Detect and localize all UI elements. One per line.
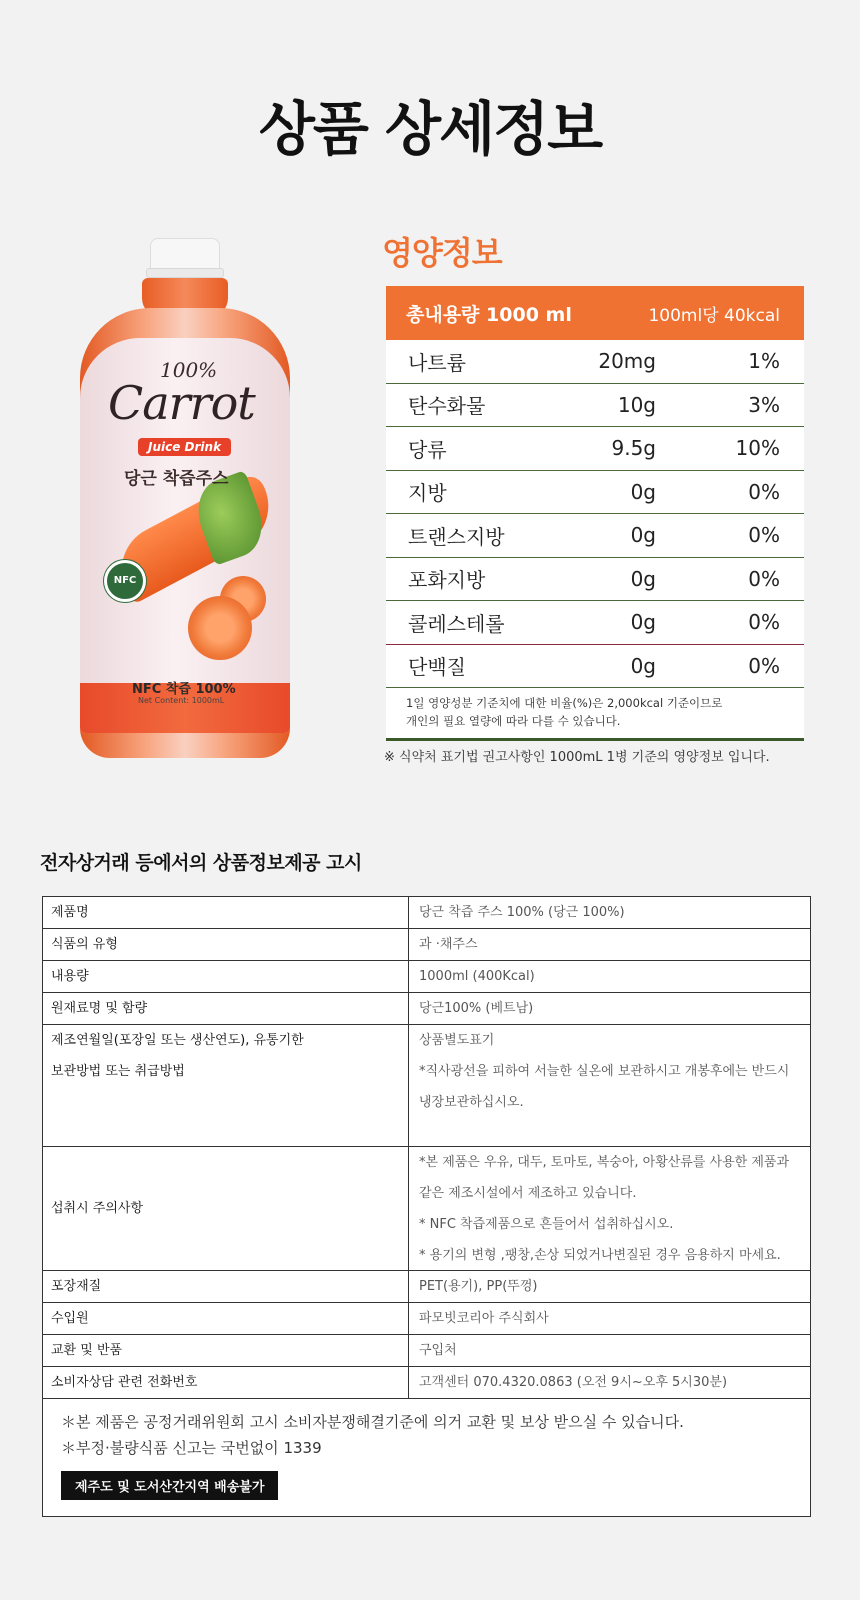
notice-footer xyxy=(43,1399,810,1516)
nutrition-amount: 20mg xyxy=(598,349,656,374)
notice-key: 포장재질 xyxy=(43,1271,409,1302)
nutrition-row xyxy=(386,558,804,602)
notice-title: 전자상거래 등에서의 상품정보제공 고시 xyxy=(40,852,362,874)
nfc-badge-icon: NFC xyxy=(104,560,146,602)
nutrition-pct: 1% xyxy=(748,349,780,374)
notice-key: 섭취시 주의사항 xyxy=(43,1147,409,1270)
notice-key: 제조연월일(포장일 또는 생산연도), 유통기한 보관방법 또는 취급방법 xyxy=(43,1025,409,1146)
notice-row xyxy=(43,1303,810,1335)
notice-row xyxy=(43,929,810,961)
nutrition-name: 트랜스지방 xyxy=(408,524,505,549)
nutrition-amount: 0g xyxy=(630,610,656,635)
nutrition-amount: 0g xyxy=(630,653,656,678)
notice-row xyxy=(43,1271,810,1303)
nutrition-amount: 9.5g xyxy=(611,436,656,461)
nutrition-row xyxy=(386,645,804,689)
nutrition-row xyxy=(386,384,804,428)
nutrition-header xyxy=(386,286,804,340)
nutrition-pct: 0% xyxy=(748,653,780,678)
shipping-restriction-badge: 제주도 및 도서산간지역 배송불가 xyxy=(61,1471,278,1500)
nutrition-title: 영양정보 xyxy=(382,234,502,272)
notice-key: 소비자상담 관련 전화번호 xyxy=(43,1367,409,1398)
notice-value: 구입처 xyxy=(419,1343,457,1358)
notice-key: 수입원 xyxy=(43,1303,409,1334)
notice-key: 원재료명 및 함량 xyxy=(43,993,409,1024)
nutrition-row xyxy=(386,471,804,515)
notice-row xyxy=(43,961,810,993)
nutrition-name: 당류 xyxy=(408,437,447,462)
nutrition-pct: 3% xyxy=(748,392,780,417)
notice-row xyxy=(43,1025,810,1147)
bottle-nfc-text: NFC 착즙 100% xyxy=(132,682,236,697)
notice-value: 상품별도표기 *직사광선을 피하여 서늘한 실온에 보관하시고 개봉후에는 반드시 냉장보관하십시오. xyxy=(419,1033,790,1110)
notice-value: 파모빗코리아 주식회사 xyxy=(419,1311,549,1326)
bottle-percent: 100% xyxy=(160,358,218,382)
nutrition-footnote: 1일 영양성분 기준치에 대한 비율(%)은 2,000kcal 기준이므로 개인의 필요 열량에 따라 다를 수 있습니다. xyxy=(406,696,723,728)
notice-value: PET(용기), PP(뚜껑) xyxy=(419,1279,538,1294)
notice-row xyxy=(43,1367,810,1399)
bottle-juice-tag: Juice Drink xyxy=(138,438,231,456)
bottle-korean-name: 당근 착즙주스 xyxy=(124,469,229,489)
nutrition-row xyxy=(386,427,804,471)
nutrition-pct: 0% xyxy=(748,523,780,548)
nutrition-amount: 0g xyxy=(630,479,656,504)
notice-key: 제품명 xyxy=(43,897,409,928)
notice-row xyxy=(43,897,810,929)
bottle-net-content: Net Content: 1000mL xyxy=(138,696,225,705)
bottle-label xyxy=(80,338,290,733)
notice-key: 식품의 유형 xyxy=(43,929,409,960)
nutrition-row xyxy=(386,340,804,384)
notice-value: *본 제품은 우유, 대두, 토마토, 복숭아, 아황산류를 사용한 제품과 같은 제조시설에서 제조하고 있습니다. * NFC 착즙제품으로 흔들어서 섭취하십시오. * 용기의 변형 ,팽창,손상 되었거나변질된 경우 음용하지 마세요. xyxy=(419,1155,790,1263)
notice-row xyxy=(43,1147,810,1271)
nutrition-pct: 0% xyxy=(748,610,780,635)
nutrition-name: 나트륨 xyxy=(408,350,466,375)
nutrition-name: 포화지방 xyxy=(408,568,486,593)
product-notice-table xyxy=(42,896,811,1517)
nutrition-calories: 100ml당 40kcal xyxy=(648,305,780,326)
nutrition-pct: 0% xyxy=(748,479,780,504)
report-note: ＊부정·불량식품 신고는 국번없이 1339 xyxy=(61,1439,322,1457)
nutrition-total-volume: 총내용량 1000 ml xyxy=(406,303,572,326)
nutrition-row xyxy=(386,601,804,645)
notice-row xyxy=(43,993,810,1025)
bottle-cap xyxy=(150,238,220,272)
bottle-brand: Carrot xyxy=(108,376,255,430)
nutrition-pct: 10% xyxy=(735,436,780,461)
notice-value: 과 ·채주스 xyxy=(419,937,478,952)
nutrition-amount: 0g xyxy=(630,566,656,591)
nutrition-name: 탄수화물 xyxy=(408,394,486,419)
notice-value: 고객센터 070.4320.0863 (오전 9시~오후 5시30분) xyxy=(419,1375,728,1390)
notice-key: 내용량 xyxy=(43,961,409,992)
exchange-note: ＊본 제품은 공정거래위원회 고시 소비자분쟁해결기준에 의거 교환 및 보상 받으실 수 있습니다. xyxy=(61,1413,684,1431)
notice-value: 당근100% (베트남) xyxy=(419,1001,534,1016)
notice-row xyxy=(43,1335,810,1367)
notice-value: 1000ml (400Kcal) xyxy=(419,969,535,984)
nutrition-name: 단백질 xyxy=(408,655,466,680)
product-bottle-image xyxy=(80,238,290,758)
notice-key: 교환 및 반품 xyxy=(43,1335,409,1366)
nutrition-name: 콜레스테롤 xyxy=(408,611,505,636)
nutrition-name: 지방 xyxy=(408,481,447,506)
nutrition-note: ※ 식약처 표기법 권고사항인 1000mL 1병 기준의 영양정보 입니다. xyxy=(384,750,770,765)
nutrition-pct: 0% xyxy=(748,566,780,591)
bottle-cap-ring xyxy=(146,268,224,278)
carrot-slice-illustration xyxy=(188,596,252,660)
nutrition-table xyxy=(386,286,804,741)
nutrition-row xyxy=(386,514,804,558)
notice-value: 당근 착즙 주스 100% (당근 100%) xyxy=(419,905,625,920)
nutrition-amount: 0g xyxy=(630,523,656,548)
page-title: 상품 상세정보 xyxy=(258,95,602,163)
nutrition-amount: 10g xyxy=(617,392,656,417)
